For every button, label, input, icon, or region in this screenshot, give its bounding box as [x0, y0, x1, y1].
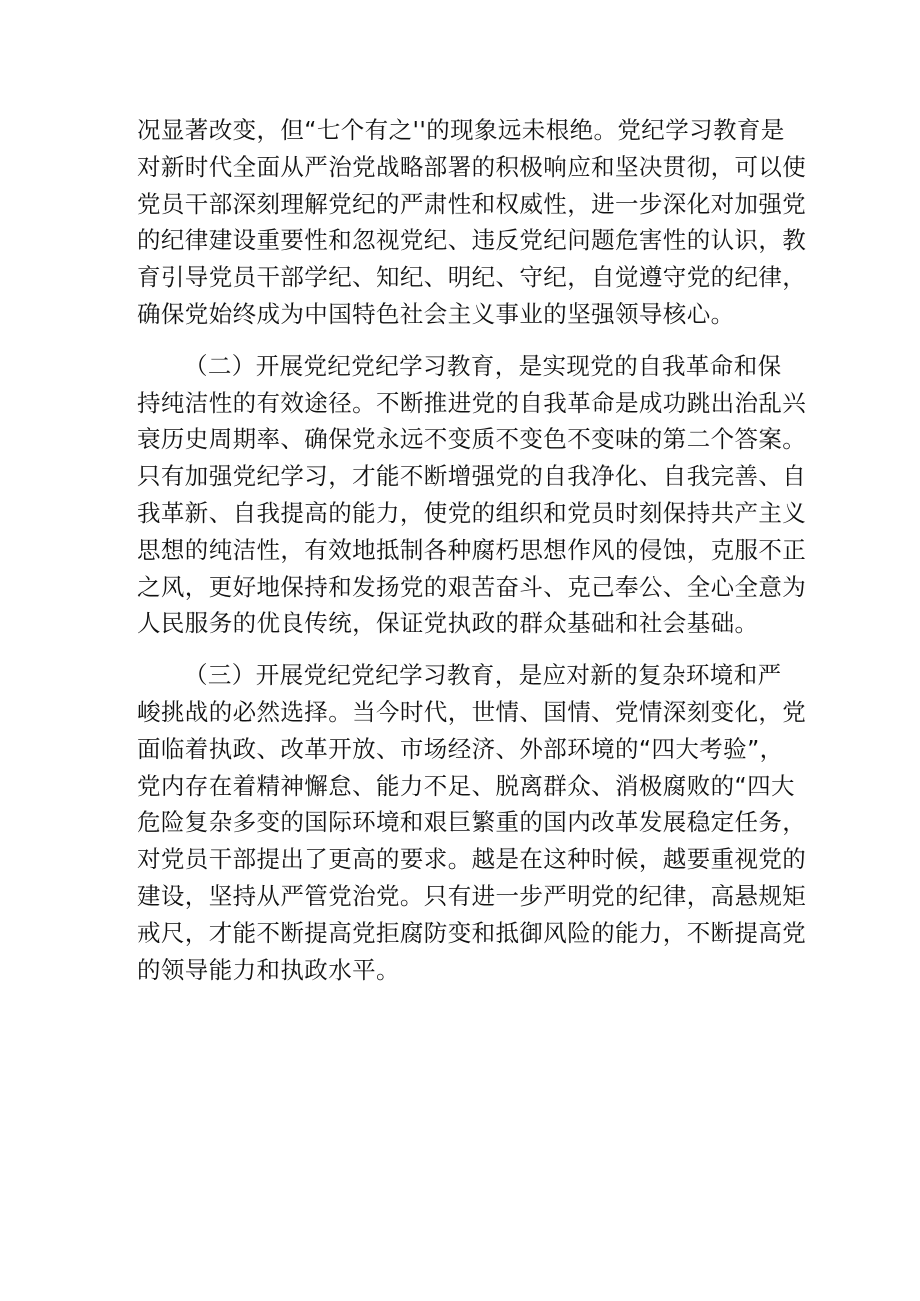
text-line: 只有加强党纪学习，才能不断增强党的自我净化、自我完善、自 [137, 462, 807, 491]
text-line: 持纯洁性的有效途径。不断推进党的自我革命是成功跳出治乱兴 [137, 388, 807, 417]
text-line: 戒尺，才能不断提高党拒腐防变和抵御风险的能力，不断提高党 [137, 918, 807, 947]
text-line: 思想的纯洁性，有效地抵制各种腐朽思想作风的侵蚀，克服不正 [137, 535, 807, 564]
text-line: 衰历史周期率、确保党永远不变质不变色不变味的第二个答案。 [137, 425, 807, 454]
text-line: （三）开展党纪党纪学习教育，是应对新的复杂环境和严 [184, 661, 782, 690]
text-line: 之风，更好地保持和发扬党的艰苦奋斗、克己奉公、全心全意为 [137, 572, 807, 601]
text-line: 人民服务的优良传统，保证党执政的群众基础和社会基础。 [137, 609, 759, 638]
document-body [137, 112, 807, 988]
text-line: 党员干部深刻理解党纪的严肃性和权威性，进一步深化对加强党 [137, 189, 807, 218]
paragraph-3 [137, 657, 807, 988]
text-line: 面临着执政、改革开放、市场经济、外部环境的“四大考验”， [137, 734, 784, 763]
text-line: 对新时代全面从严治党战略部署的积极响应和坚决贯彻，可以使 [137, 152, 807, 181]
text-line: 育引导党员干部学纪、知纪、明纪、守纪，自觉遵守党的纪律， [137, 263, 807, 292]
text-line: 建设，坚持从严管党治党。只有进一步严明党的纪律，高悬规矩 [137, 881, 807, 910]
text-line: 峻挑战的必然选择。当今时代，世情、国情、党情深刻变化，党 [137, 697, 807, 726]
text-line: 况显著改变，但“七个有之''的现象远未根绝。党纪学习教育是 [137, 116, 785, 144]
text-line: 的纪律建设重要性和忽视党纪、违反党纪问题危害性的认识，教 [137, 226, 807, 255]
paragraph-1 [137, 112, 807, 333]
text-line: 确保党始终成为中国特色社会主义事业的坚强领导核心。 [137, 299, 735, 328]
text-line: 我革新、自我提高的能力，使党的组织和党员时刻保持共产主义 [137, 498, 807, 527]
text-line: 党内存在着精神懈怠、能力不足、脱离群众、消极腐败的“四大 [137, 771, 795, 800]
text-line: 对党员干部提出了更高的要求。越是在这种时候，越要重视党的 [137, 845, 807, 874]
text-line: （二）开展党纪党纪学习教育，是实现党的自我革命和保 [184, 351, 782, 380]
text-line: 危险复杂多变的国际环境和艰巨繁重的国内改革发展稳定任务， [137, 808, 807, 837]
paragraph-2 [137, 348, 807, 642]
text-line: 的领导能力和执政水平。 [137, 955, 400, 984]
